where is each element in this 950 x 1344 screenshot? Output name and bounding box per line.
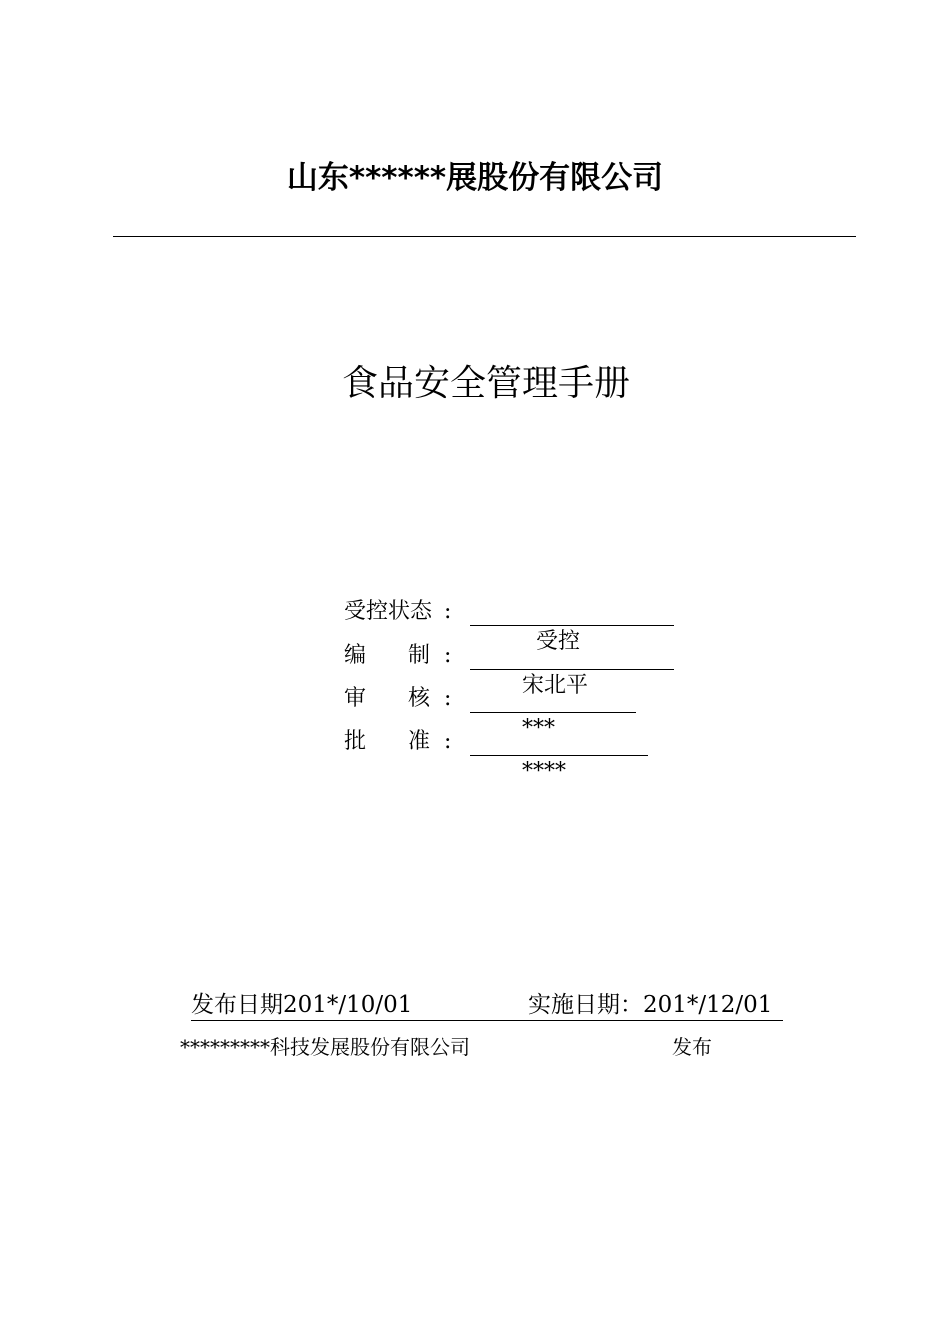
field-label: 审 核 bbox=[344, 686, 430, 711]
field-value bbox=[470, 684, 636, 741]
publish-label: 发布 bbox=[672, 1035, 712, 1059]
field-value-text: **** bbox=[522, 759, 566, 784]
field-label: 编 制 bbox=[344, 643, 430, 668]
field-colon: : bbox=[444, 599, 452, 624]
field-colon: : bbox=[444, 686, 452, 711]
field-value bbox=[470, 727, 648, 784]
company-name: 山东******展股份有限公司 bbox=[286, 160, 664, 196]
effective-date: 实施日期：201*/12/01 bbox=[528, 992, 773, 1018]
field-value-text: 受控 bbox=[536, 629, 581, 654]
field-colon: : bbox=[444, 643, 452, 668]
field-label: 受控状态 bbox=[344, 599, 433, 624]
field-value bbox=[470, 641, 674, 698]
document-title: 食品安全管理手册 bbox=[341, 363, 630, 404]
header-divider bbox=[113, 236, 856, 237]
field-value-text: 宋北平 bbox=[522, 673, 589, 698]
release-date: 发布日期201*/10/01 bbox=[191, 992, 413, 1018]
field-value bbox=[470, 597, 674, 654]
field-label: 批 准 bbox=[344, 729, 430, 754]
publisher-name: *********科技发展股份有限公司 bbox=[180, 1035, 470, 1059]
field-colon: : bbox=[444, 729, 452, 754]
field-value-text: *** bbox=[522, 716, 555, 741]
date-line bbox=[191, 990, 783, 1021]
